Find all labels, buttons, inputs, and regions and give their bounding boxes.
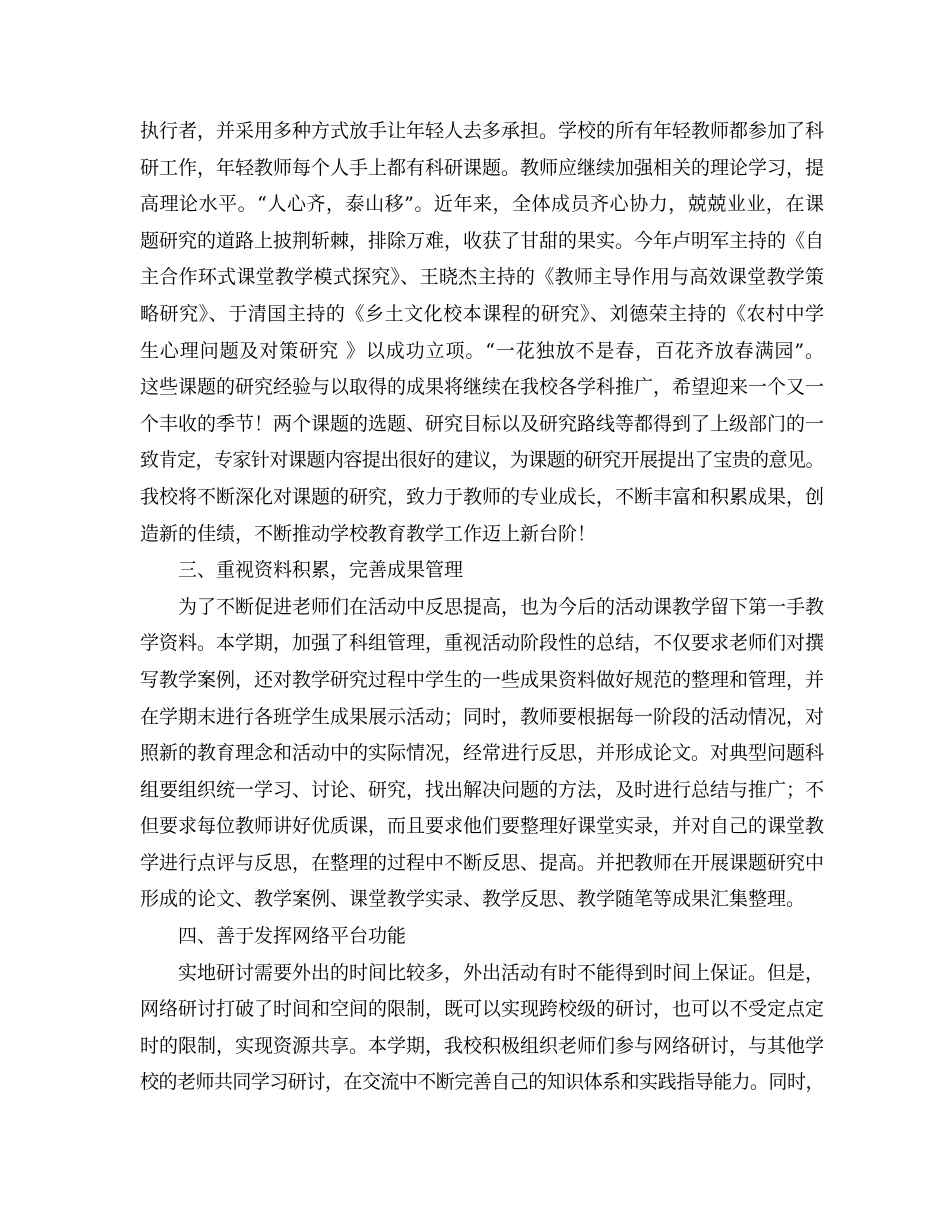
text-line: 在学期末进行各班学生成果展示活动；同时，教师要根据每一阶段的活动情况，对 (140, 705, 824, 728)
text-line: 学资料。本学期，加强了科组管理，重视活动阶段性的总结，不仅要求老师们对撰 (140, 632, 824, 655)
text-line: 但要求每位教师讲好优质课，而且要求他们要整理好课堂实录，并对自己的课堂教 (140, 815, 824, 838)
document-body (140, 113, 824, 1101)
text-line: 研工作，年轻教师每个人手上都有科研课题。教师应继续加强相关的理论学习，提 (140, 156, 824, 179)
text-line: 执行者，并采用多种方式放手让年轻人去多承担。学校的所有年轻教师都参加了科 (140, 120, 824, 142)
text-line: 个丰收的季节！两个课题的选题、研究目标以及研究路线等都得到了上级部门的一 (140, 412, 824, 435)
text-line: 这些课题的研究经验与以取得的成果将继续在我校各学科推广，希望迎来一个又一 (140, 376, 824, 399)
text-line: 题研究的道路上披荆斩棘，排除万难，收获了甘甜的果实。今年卢明军主持的《自 (140, 229, 824, 252)
text-line: 生心理问题及对策研究 》以成功立项。“一花独放不是春，百花齐放春满园”。 (140, 339, 824, 362)
section-heading: 三、重视资料积累，完善成果管理 (178, 559, 464, 582)
text-line: 高理论水平。“人心齐，泰山移”。近年来，全体成员齐心协力，兢兢业业，在课 (140, 193, 824, 216)
text-line: 实地研讨需要外出的时间比较多，外出活动有时不能得到时间上保证。但是， (178, 961, 824, 984)
text-line: 校的老师共同学习研讨，在交流中不断完善自己的知识体系和实践指导能力。同时， (140, 1071, 824, 1094)
text-line: 为了不断促进老师们在活动中反思提高，也为今后的活动课教学留下第一手教 (178, 595, 824, 618)
text-line: 致肯定，专家针对课题内容提出很好的建议，为课题的研究开展提出了宝贵的意见。 (140, 449, 824, 472)
text-line: 形成的论文、教学案例、课堂教学实录、教学反思、教学随笔等成果汇集整理。 (140, 888, 806, 911)
text-line: 网络研讨打破了时间和空间的限制，既可以实现跨校级的研讨，也可以不受定点定 (140, 998, 824, 1021)
text-line: 造新的佳绩，不断推动学校教育教学工作迈上新台阶！ (140, 522, 597, 545)
section-heading: 四、善于发挥网络平台功能 (178, 925, 407, 948)
text-line: 主合作环式课堂教学模式探究》、王晓杰主持的《教师主导作用与高效课堂教学策 (140, 266, 824, 289)
text-line: 写教学案例，还对教学研究过程中学生的一些成果资料做好规范的整理和管理，并 (140, 668, 824, 691)
text-line: 时的限制，实现资源共享。本学期，我校积极组织老师们参与网络研讨，与其他学 (140, 1034, 824, 1057)
text-line: 组要组织统一学习、讨论、研究，找出解决问题的方法，及时进行总结与推广；不 (140, 778, 824, 801)
text-line: 照新的教育理念和活动中的实际情况，经常进行反思，并形成论文。对典型问题科 (140, 742, 824, 765)
text-line: 我校将不断深化对课题的研究，致力于教师的专业成长，不断丰富和积累成果，创 (140, 485, 824, 508)
text-line: 略研究》、于清国主持的《乡土文化校本课程的研究》、刘德荣主持的《农村中学 (140, 302, 824, 325)
text-line: 学进行点评与反思，在整理的过程中不断反思、提高。并把教师在开展课题研究中 (140, 851, 824, 874)
